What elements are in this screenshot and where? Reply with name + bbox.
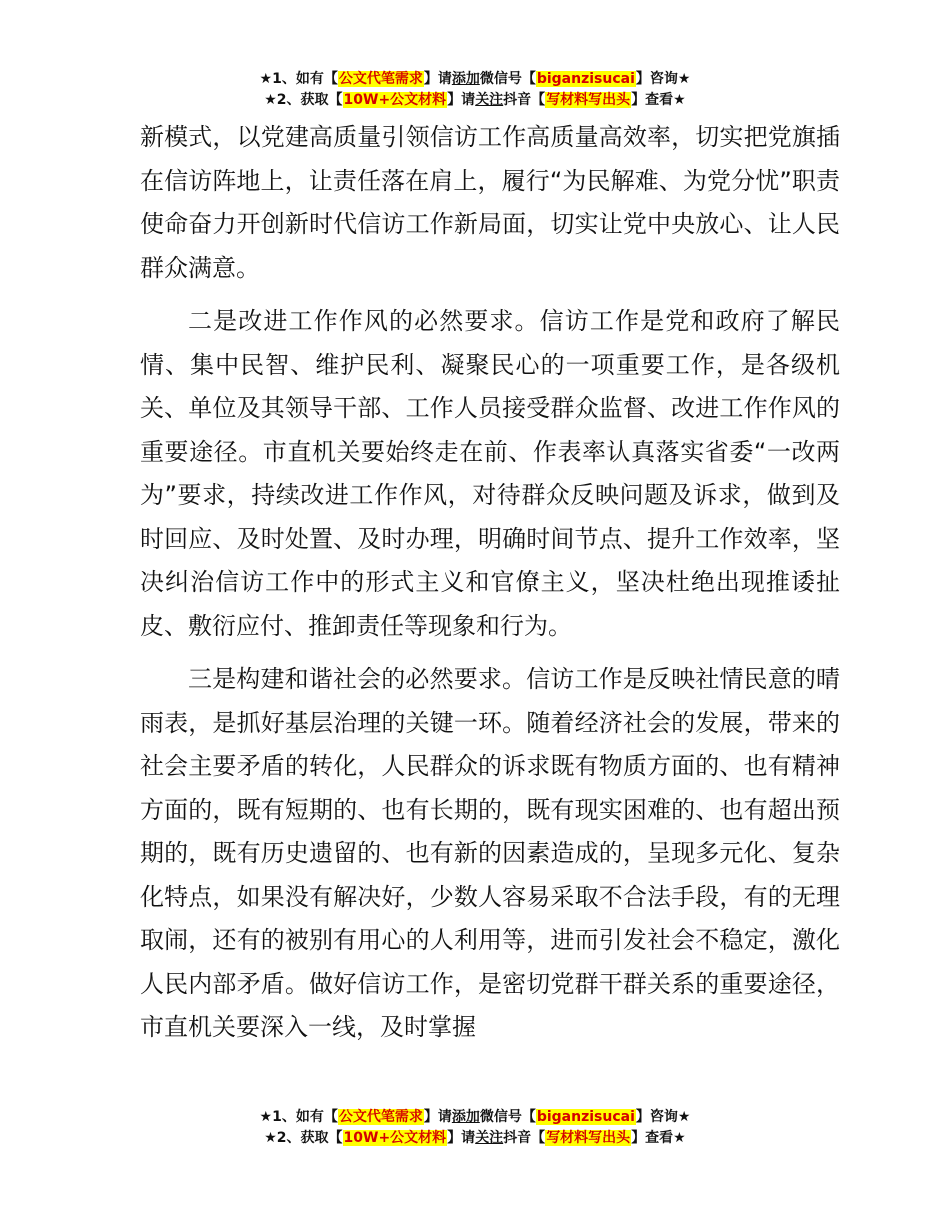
header-line-1-wechat-id: biganzisucai	[536, 71, 635, 87]
footer-line-1-service-highlight: 公文代笔需求	[338, 1109, 423, 1125]
header-line-2	[0, 90, 950, 111]
header-line-2-underlined: 关注	[475, 92, 504, 108]
header-line-2-mid: 】请	[447, 92, 476, 108]
footer-line-1-suffix: 】咨询★	[635, 1109, 691, 1125]
header-line-1-mid2: 微信号【	[479, 71, 536, 87]
header-line-1-underlined: 添加	[451, 71, 480, 87]
footer-banner	[0, 1107, 950, 1149]
header-line-2-prefix: ★2、获取【	[264, 92, 343, 108]
header-line-2-materials-highlight: 10W+公文材料	[343, 92, 447, 108]
header-line-1-suffix: 】咨询★	[635, 71, 691, 87]
paragraph-work-style: 二是改进工作作风的必然要求。信访工作是党和政府了解民情、集中民智、维护民利、凝聚民心的一项重要工作，是各级机关、单位及其领导干部、工作人员接受群众监督、改进工作作风的重要途径。市直机关要始终走在前、作表率认真落实省委“一改两为”要求，持续改进工作作风，对待群众反映问题及诉求，做到及时回应、及时处置、及时办理，明确时间节点、提升工作效率，坚决纠治信访工作中的形式主义和官僚主义，坚决杜绝出现推诿扯皮、敷衍应付、推卸责任等现象和行为。	[140, 307, 840, 640]
header-banner	[0, 69, 950, 111]
paragraph-continuation: 新模式，以党建高质量引领信访工作高质量高效率，切实把党旗插在信访阵地上，让责任落在肩上，履行“为民解难、为党分忧”职责使命奋力开创新时代信访工作新局面，切实让党中央放心、让人民群众满意。	[140, 123, 840, 282]
footer-line-2-mid: 】请	[447, 1130, 476, 1146]
header-line-2-mid2: 抖音【	[503, 92, 546, 108]
footer-line-2	[0, 1128, 950, 1149]
footer-line-2-mid2: 抖音【	[503, 1130, 546, 1146]
footer-line-1-prefix: ★1、如有【	[259, 1109, 338, 1125]
header-line-2-suffix: 】查看★	[631, 92, 686, 108]
footer-line-1-mid2: 微信号【	[479, 1109, 536, 1125]
footer-line-2-prefix: ★2、获取【	[264, 1130, 343, 1146]
footer-line-2-materials-highlight: 10W+公文材料	[343, 1130, 447, 1146]
footer-line-1-mid: 】请	[423, 1109, 452, 1125]
footer-line-2-underlined: 关注	[475, 1130, 504, 1146]
header-line-1	[0, 69, 950, 90]
header-line-1-prefix: ★1、如有【	[259, 71, 338, 87]
footer-line-1-underlined: 添加	[451, 1109, 480, 1125]
footer-line-1-wechat-id: biganzisucai	[536, 1109, 635, 1125]
footer-line-2-suffix: 】查看★	[631, 1130, 686, 1146]
footer-line-1	[0, 1107, 950, 1128]
header-line-1-mid: 】请	[423, 71, 452, 87]
footer-line-2-douyin-account: 写材料写出头	[546, 1130, 631, 1146]
paragraph-harmonious-society: 三是构建和谐社会的必然要求。信访工作是反映社情民意的晴雨表，是抓好基层治理的关键一环。随着经济社会的发展，带来的社会主要矛盾的转化，人民群众的诉求既有物质方面的、也有精神方面的，既有短期的、也有长期的，既有现实困难的、也有超出预期的，既有历史遗留的、也有新的因素造成的，呈现多元化、复杂化特点，如果没有解决好，少数人容易采取不合法手段，有的无理取闹，还有的被别有用心的人利用等，进而引发社会不稳定，激化人民内部矛盾。做好信访工作，是密切党群干群关系的重要途径，市直机关要深入一线，及时掌握	[140, 665, 840, 1041]
header-line-2-douyin-account: 写材料写出头	[546, 92, 631, 108]
document-body	[140, 116, 840, 1050]
header-line-1-service-highlight: 公文代笔需求	[338, 71, 423, 87]
